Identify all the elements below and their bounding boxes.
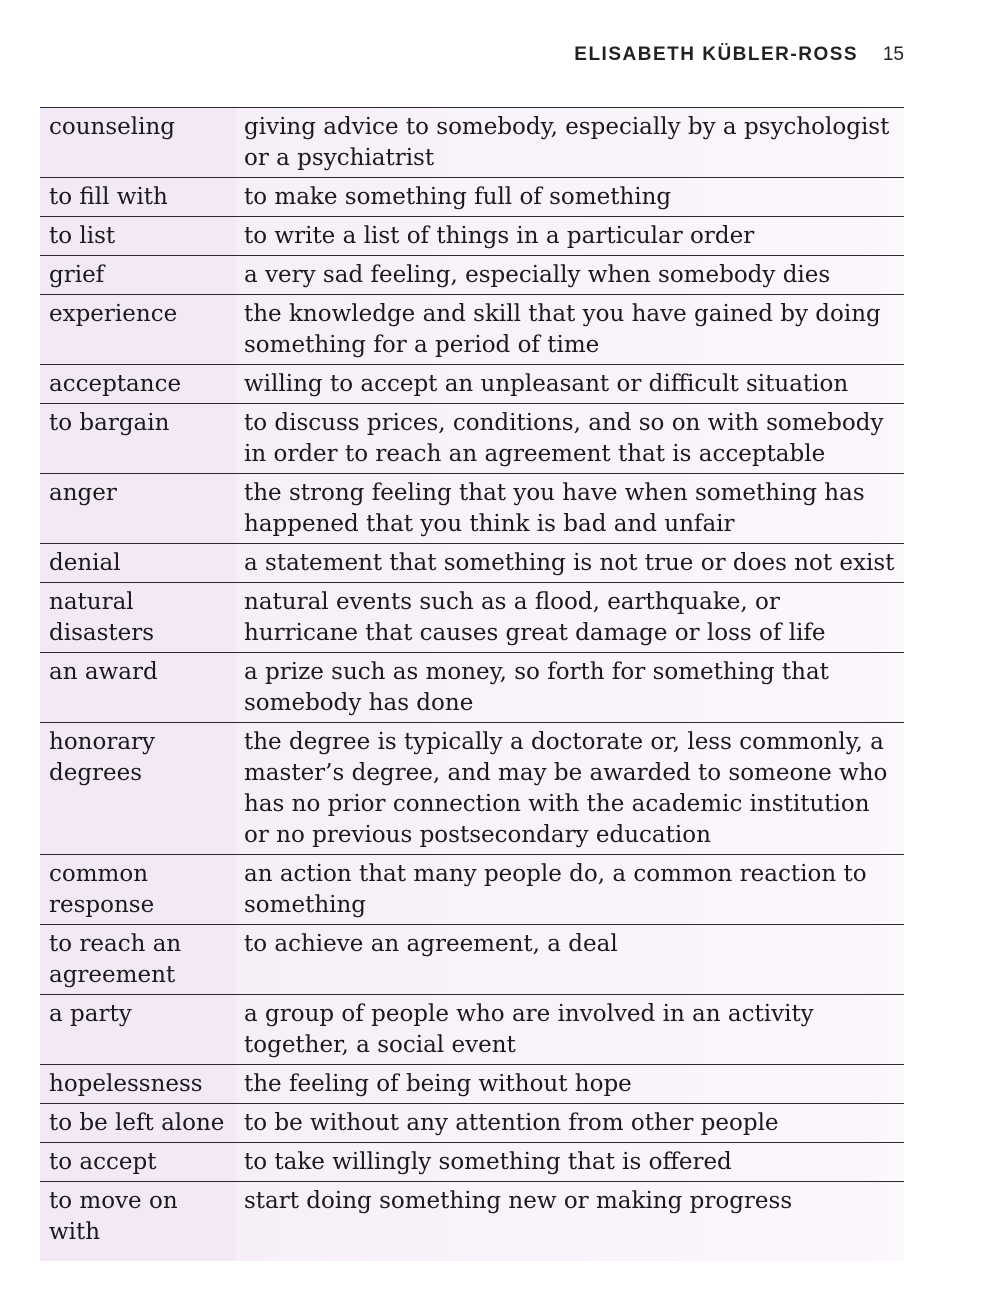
table-row xyxy=(40,178,904,217)
table-row xyxy=(40,404,904,474)
glossary-definition: giving advice to somebody, especially by a psychologist or a psychiatrist xyxy=(244,114,890,171)
glossary-term: to list xyxy=(40,217,236,256)
glossary-term: experience xyxy=(40,295,236,365)
glossary-definition: to discuss prices, conditions, and so on with somebody in order to reach an agreement that is acceptable xyxy=(244,410,884,467)
table-row xyxy=(40,1182,904,1252)
author-name: ELISABETH KÜBLER-ROSS xyxy=(574,44,859,65)
table-bottom-padding xyxy=(40,1251,904,1261)
glossary-definition: a prize such as money, so forth for something that somebody has done xyxy=(244,659,829,716)
glossary-term: grief xyxy=(40,256,236,295)
glossary-definition: a statement that something is not true or does not exist xyxy=(244,550,895,576)
glossary-definition: the feeling of being without hope xyxy=(244,1071,632,1097)
table-row xyxy=(40,256,904,295)
glossary-definition: start doing something new or making progress xyxy=(244,1188,793,1214)
glossary-definition: natural events such as a flood, earthquake, or hurricane that causes great damage or loss of life xyxy=(244,589,826,646)
glossary-term: to move on with xyxy=(40,1182,236,1252)
table-row xyxy=(40,544,904,583)
table-row xyxy=(40,365,904,404)
glossary-definition: to make something full of something xyxy=(244,184,672,210)
table-row xyxy=(40,995,904,1065)
table-row xyxy=(40,723,904,855)
table-row xyxy=(40,295,904,365)
glossary-term: hopelessness xyxy=(40,1065,236,1104)
glossary-definition: willing to accept an unpleasant or difficult situation xyxy=(244,371,849,397)
table-row xyxy=(40,925,904,995)
glossary-definition: to be without any attention from other people xyxy=(244,1110,779,1136)
glossary-definition: a very sad feeling, especially when somebody dies xyxy=(244,262,831,288)
glossary-term: honorary degrees xyxy=(40,723,236,855)
table-row xyxy=(40,583,904,653)
glossary-definition: the knowledge and skill that you have gained by doing something for a period of time xyxy=(244,301,881,358)
table-row xyxy=(40,653,904,723)
glossary-definition: a group of people who are involved in an activity together, a social event xyxy=(244,1001,814,1058)
glossary-definition: the degree is typically a doctorate or, less commonly, a master’s degree, and may be awarded to someone who has no prior connection with the academic institution or no previous postsecondary education xyxy=(244,729,888,848)
page-number: 15 xyxy=(882,44,904,65)
glossary-term: to reach an agreement xyxy=(40,925,236,995)
glossary-definition: to achieve an agreement, a deal xyxy=(244,931,618,957)
glossary-term: denial xyxy=(40,544,236,583)
glossary-definition: the strong feeling that you have when something has happened that you think is bad and unfair xyxy=(244,480,865,537)
glossary-definition: an action that many people do, a common reaction to something xyxy=(244,861,867,918)
running-head xyxy=(574,44,904,66)
glossary-table xyxy=(40,107,904,1251)
table-row xyxy=(40,217,904,256)
glossary-table-container xyxy=(40,107,904,1261)
table-row xyxy=(40,474,904,544)
glossary-term: to bargain xyxy=(40,404,236,474)
glossary-term: to be left alone xyxy=(40,1104,236,1143)
glossary-term: counseling xyxy=(40,108,236,178)
glossary-term: anger xyxy=(40,474,236,544)
glossary-term: common response xyxy=(40,855,236,925)
glossary-term: acceptance xyxy=(40,365,236,404)
table-row xyxy=(40,1143,904,1182)
table-row xyxy=(40,108,904,178)
glossary-term: a party xyxy=(40,995,236,1065)
glossary-term: an award xyxy=(40,653,236,723)
glossary-definition: to take willingly something that is offered xyxy=(244,1149,732,1175)
glossary-term: to accept xyxy=(40,1143,236,1182)
glossary-term: natural disasters xyxy=(40,583,236,653)
table-row xyxy=(40,1065,904,1104)
table-row xyxy=(40,855,904,925)
table-row xyxy=(40,1104,904,1143)
glossary-definition: to write a list of things in a particular order xyxy=(244,223,755,249)
glossary-term: to fill with xyxy=(40,178,236,217)
